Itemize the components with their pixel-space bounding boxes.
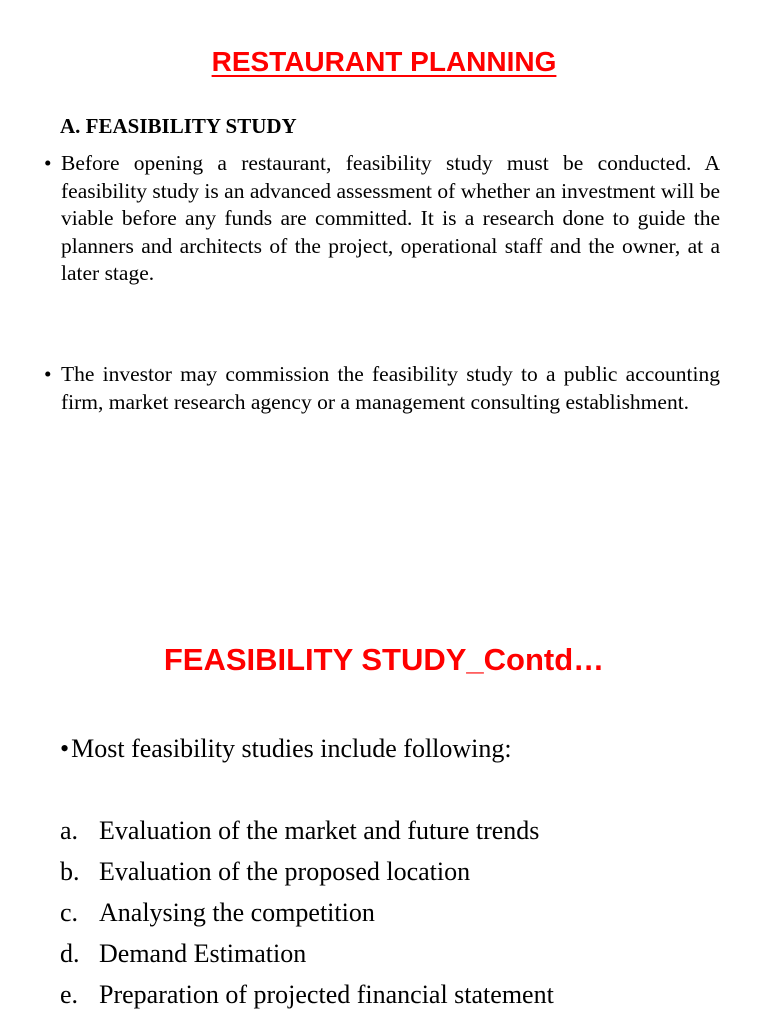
bullet-text: Before opening a restaurant, feasibility study must be conducted. A feasibility study is an advanced assessment of whether an investment will be viable before any funds are committed. It is a research done to guide the planners and architects of the project, operational staff and the owner, at a later stage. xyxy=(61,151,720,286)
bullet-icon: • xyxy=(60,734,70,763)
lead-bullet xyxy=(60,732,512,766)
list-marker: d. xyxy=(60,939,80,968)
list-item xyxy=(60,978,554,1019)
list-item xyxy=(60,814,554,855)
list-item-text: Evaluation of the market and future trends xyxy=(99,816,540,845)
slide-feasibility-contd xyxy=(0,512,768,1024)
bullet-text: The investor may commission the feasibility study to a public accounting firm, market research agency or a management consulting establishment. xyxy=(61,362,720,414)
list-item-text: Preparation of projected financial statement xyxy=(99,980,554,1009)
slide-title: FEASIBILITY STUDY_Contd… xyxy=(163,642,605,677)
list-item xyxy=(60,937,554,978)
list-item xyxy=(60,855,554,896)
list-item-text: Analysing the competition xyxy=(99,898,375,927)
list-marker: b. xyxy=(60,857,80,886)
list-marker: e. xyxy=(60,980,79,1009)
list-item-text: Demand Estimation xyxy=(99,939,307,968)
bullet-paragraph xyxy=(44,150,720,288)
bullet-paragraph xyxy=(44,361,720,416)
bullet-icon: • xyxy=(44,362,52,386)
section-heading: A. FEASIBILITY STUDY xyxy=(60,114,297,138)
bullet-icon: • xyxy=(44,151,52,175)
lead-text: Most feasibility studies include following: xyxy=(71,734,512,763)
list-marker: a. xyxy=(60,816,79,845)
study-components-list xyxy=(60,814,554,1019)
slide-title: RESTAURANT PLANNING xyxy=(211,46,557,77)
list-item xyxy=(60,896,554,937)
list-item-text: Evaluation of the proposed location xyxy=(99,857,471,886)
list-marker: c. xyxy=(60,898,79,927)
